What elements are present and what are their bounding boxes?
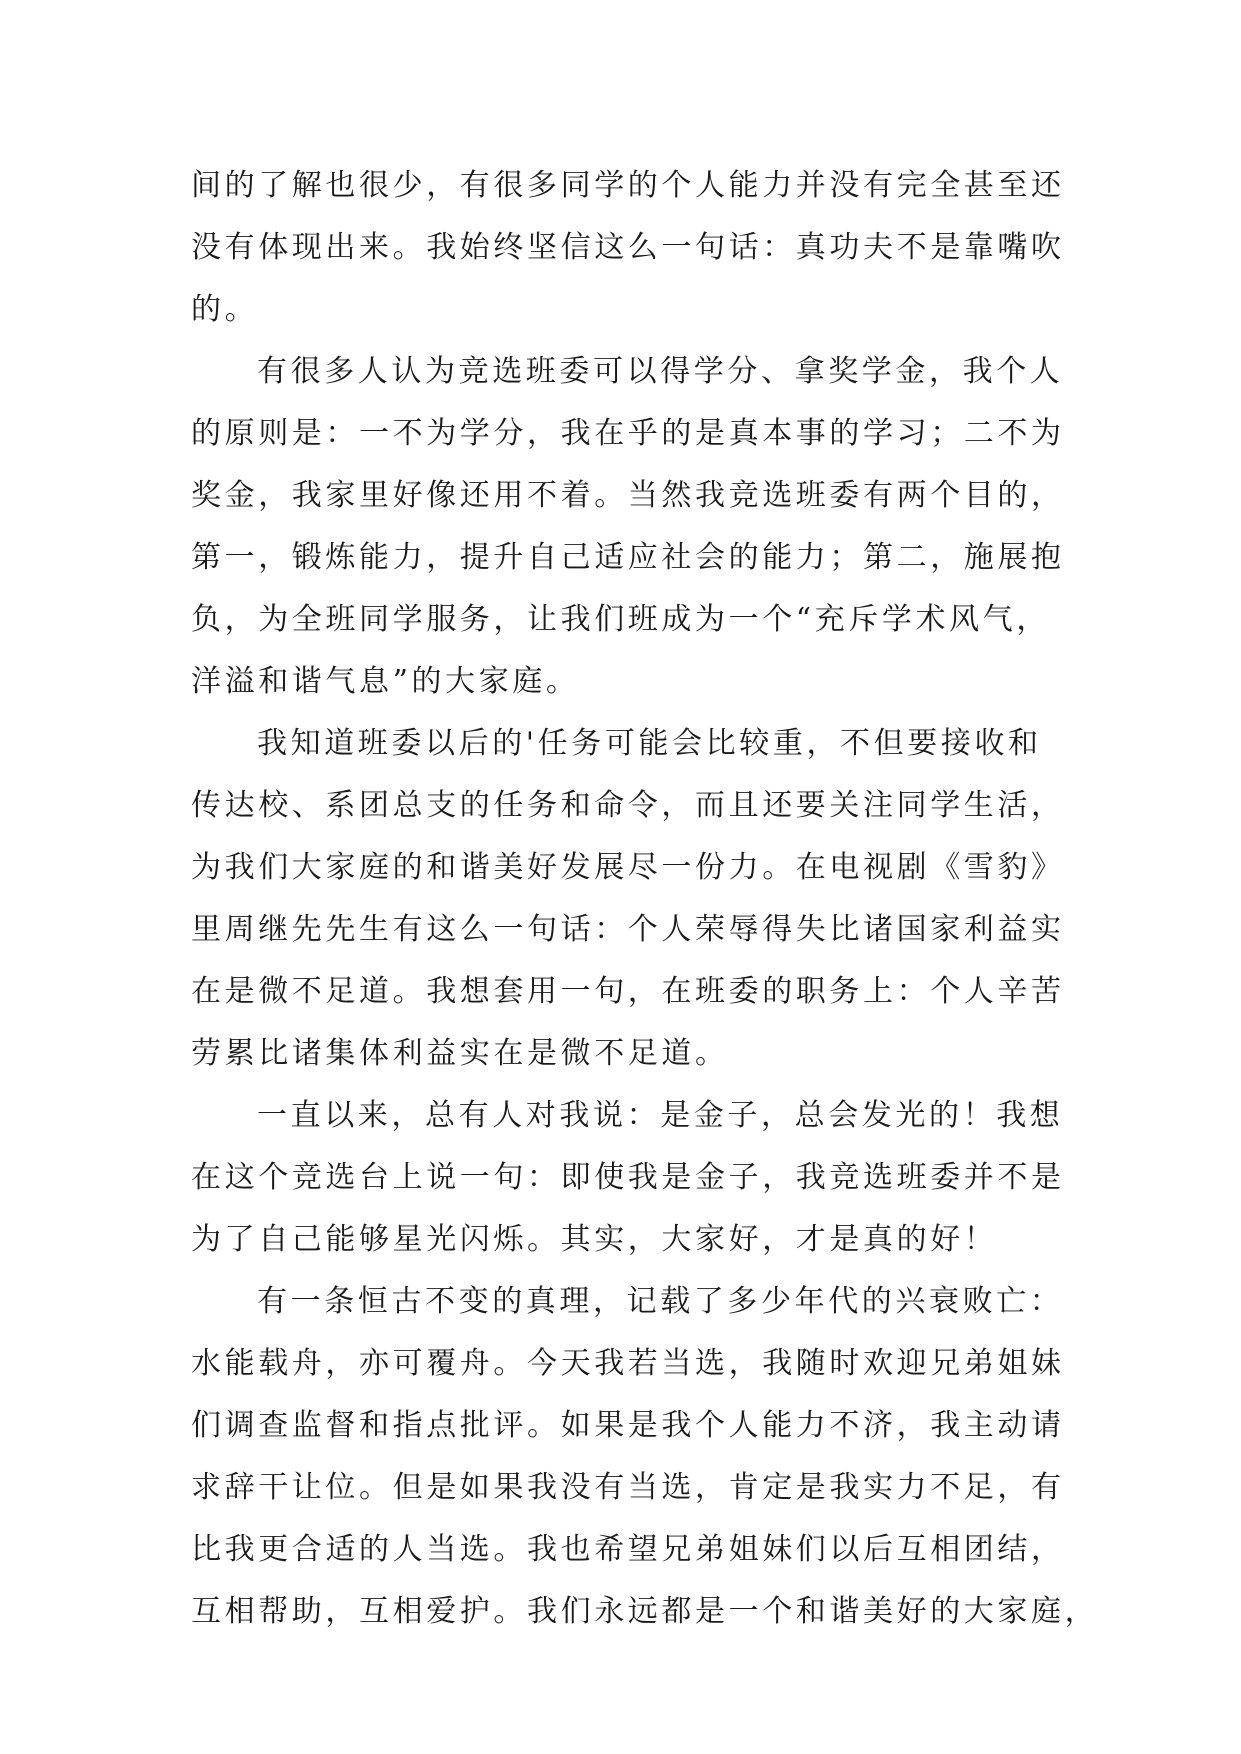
text-line: 里周继先先生有这么一句话：个人荣辱得失比诸国家利益实 (191, 912, 1065, 947)
text-line: 奖金，我家里好像还用不着。当然我竞选班委有两个目的， (191, 478, 1065, 513)
paragraph-1 (191, 155, 1065, 341)
text-line: 没有体现出来。我始终坚信这么一句话：真功夫不是靠嘴吹 (191, 230, 1065, 265)
text-line: 互相帮助，互相爱护。我们永远都是一个和谐美好的大家庭， (191, 1594, 1099, 1629)
text-line: 劳累比诸集体利益实在是微不足道。 (191, 1036, 729, 1071)
text-line: 们调查监督和指点批评。如果是我个人能力不济，我主动请 (191, 1408, 1065, 1443)
paragraph-4 (191, 1085, 1065, 1271)
text-line: 为了自己能够星光闪烁。其实，大家好，才是真的好！ (191, 1222, 998, 1257)
paragraph-2 (191, 341, 1065, 713)
text-line: 负，为全班同学服务，让我们班成为一个“充斥学术风气， (191, 602, 1050, 637)
text-line: 间的了解也很少，有很多同学的个人能力并没有完全甚至还 (191, 168, 1065, 203)
text-line: 比我更合适的人当选。我也希望兄弟姐妹们以后互相团结， (191, 1532, 1065, 1567)
text-line: 洋溢和谐气息”的大家庭。 (191, 664, 580, 699)
text-line: 传达校、系团总支的任务和命令，而且还要关注同学生活， (191, 788, 1065, 823)
text-line: 一直以来，总有人对我说：是金子，总会发光的！我想 (257, 1098, 1064, 1133)
text-line: 求辞干让位。但是如果我没有当选，肯定是我实力不足，有 (191, 1470, 1065, 1505)
text-line: 水能载舟，亦可覆舟。今天我若当选，我随时欢迎兄弟姐妹 (191, 1346, 1065, 1381)
paragraph-5 (191, 1271, 1099, 1643)
text-line: 我知道班委以后的'任务可能会比较重，不但要接收和 (257, 726, 1042, 761)
document-body (191, 155, 1099, 1643)
text-line: 有一条恒古不变的真理，记载了多少年代的兴衰败亡： (257, 1284, 1064, 1319)
text-line: 的原则是：一不为学分，我在乎的是真本事的学习；二不为 (191, 416, 1065, 451)
text-line: 有很多人认为竞选班委可以得学分、拿奖学金，我个人 (257, 354, 1064, 389)
text-line: 在是微不足道。我想套用一句，在班委的职务上：个人辛苦 (191, 974, 1065, 1009)
text-line: 的。 (191, 292, 259, 327)
text-line: 在这个竞选台上说一句：即使我是金子，我竞选班委并不是 (191, 1160, 1065, 1195)
text-line: 第一，锻炼能力，提升自己适应社会的能力；第二，施展抱 (191, 540, 1065, 575)
text-line: 为我们大家庭的和谐美好发展尽一份力。在电视剧《雪豹》 (191, 850, 1065, 885)
paragraph-3 (191, 713, 1065, 1085)
